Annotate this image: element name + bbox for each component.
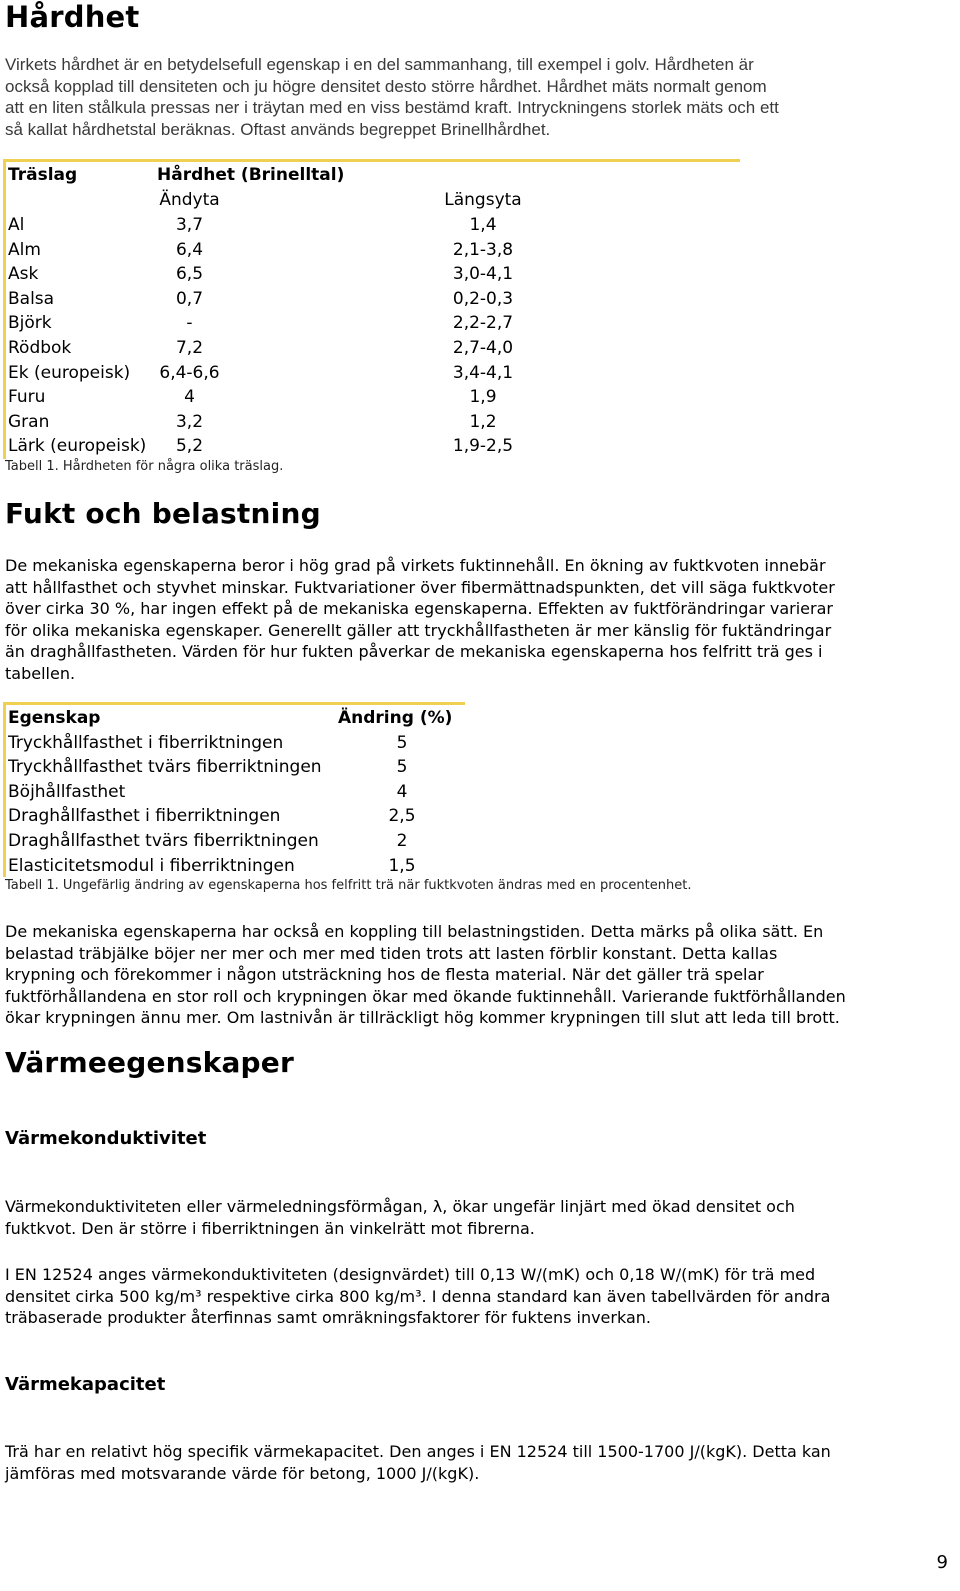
table-header-traslag: Träslag (8, 165, 78, 185)
table-cell-name: Balsa (8, 289, 55, 309)
table-subheader-andyta: Ändyta (159, 190, 220, 210)
text-line: också kopplad till densiteten och ju högre densitet desto större hårdhet. Hårdhet mäts normalt genom (5, 76, 767, 96)
text-line: ökar krypningen ännu mer. Om lastnivån är tillräckligt hög kommer krypningen till slut att leda till brott. (5, 1008, 840, 1027)
table-cell-name: Lärk (europeisk) (8, 436, 147, 456)
table-cell-end: 0,7 (175, 289, 204, 309)
paragraph-konduktivitet-2 (5, 1264, 945, 1329)
table-cell-end: 5,2 (175, 436, 204, 456)
table-cell-end: - (186, 313, 193, 333)
heading-varmeegenskaper: Värmeegenskaper (5, 1046, 294, 1079)
table-cell-name: Al (8, 215, 25, 235)
text-line: att hållfasthet och styvhet minskar. Fuktvariationer över fibermättnadspunkten, det vill säga fuktkvoter (5, 577, 835, 597)
table-cell-value: 2,5 (388, 806, 416, 826)
paragraph-kapacitet (5, 1441, 945, 1484)
table-cell-name: Elasticitetsmodul i fiberriktningen (8, 856, 295, 876)
table-cell-end: 6,4 (175, 240, 204, 260)
table-header-egenskap: Egenskap (8, 708, 101, 728)
table-cell-long: 2,2-2,7 (452, 313, 514, 333)
table-cell-end: 3,2 (175, 412, 204, 432)
table-cell-value: 2 (396, 831, 408, 851)
text-line: krypning och förekommer i någon utsträckning hos de flesta material. När det gäller trä spelar (5, 965, 764, 984)
table-cell-end: 3,7 (175, 215, 204, 235)
heading-varmekapacitet: Värmekapacitet (5, 1374, 166, 1395)
table-cell-long: 1,9 (469, 387, 497, 407)
table-cell-name: Rödbok (8, 338, 72, 358)
text-line: belastad träbjälke böjer ner mer och mer med tiden trots att lasten förblir konstant. Detta kallas (5, 943, 778, 963)
text-line: fuktförhållandena en stor roll och krypningen ökar med ökande fuktinnehåll. Varierande fuktförhållanden (5, 986, 846, 1006)
table-cell-value: 5 (396, 733, 408, 753)
table-cell-long: 2,1-3,8 (452, 240, 514, 260)
table-cell-end: 7,2 (175, 338, 204, 358)
text-line: I EN 12524 anges värmekonduktiviteten (designvärdet) till 0,13 W/(mK) och 0,18 W/(mK) för trä med (5, 1265, 816, 1284)
table-subheader-langsyta: Längsyta (444, 190, 522, 210)
table-cell-long: 1,2 (469, 412, 497, 432)
table-cell-long: 0,2-0,3 (452, 289, 514, 309)
table-cell-long: 1,4 (469, 215, 497, 235)
table-cell-name: Draghållfasthet i fiberriktningen (8, 806, 281, 826)
paragraph-belastning (5, 921, 945, 1029)
text-line: Virkets hårdhet är en betydelsefull egenskap i en del sammanhang, till exempel i golv. Hårdheten är (5, 55, 754, 74)
table-cell-end: 6,4-6,6 (159, 363, 220, 383)
table-cell-long: 1,9-2,5 (452, 436, 514, 456)
heading-fukt: Fukt och belastning (5, 497, 321, 530)
table-cell-name: Draghållfasthet tvärs fiberriktningen (8, 831, 319, 851)
text-line: att en liten stålkula pressas ner i träytan med en viss bestämd kraft. Intryckningens storlek mäts och ett (5, 98, 779, 117)
table-cell-value: 1,5 (388, 856, 416, 876)
text-line: fuktkvot. Den är större i fiberriktningen än vinkelrätt mot fibrerna. (5, 1218, 535, 1238)
text-line: De mekaniska egenskaperna har också en koppling till belastningstiden. Detta märks på olika sätt. En (5, 922, 824, 941)
table-cell-name: Alm (8, 240, 41, 260)
text-line: än draghållfastheten. Värden för hur fukten påverkar de mekaniska egenskaperna hos felfritt trä ges i (5, 642, 823, 661)
text-line: över cirka 30 %, har ingen effekt på de mekaniska egenskaperna. Effekten av fuktförändringar varierar (5, 599, 833, 618)
table-cell-name: Böjhållfasthet (8, 782, 126, 802)
text-line: densitet cirka 500 kg/m³ respektive cirka 800 kg/m³. I denna standard kan även tabellvärden för andra (5, 1286, 831, 1306)
text-line: Värmekonduktiviteten eller värmeledningsförmågan, λ, ökar ungefär linjärt med ökad densitet och (5, 1197, 795, 1216)
text-line: jämföras med motsvarande värde för betong, 1000 J/(kgK). (5, 1463, 480, 1483)
table-border-left (3, 159, 6, 459)
table-border-left (3, 702, 6, 877)
table-cell-name: Tryckhållfasthet tvärs fiberriktningen (8, 757, 322, 777)
table-border-top (3, 159, 740, 162)
page-number: 9 (936, 1552, 948, 1573)
table-caption-hardhet: Tabell 1. Hårdheten för några olika träslag. (5, 459, 284, 474)
heading-varmekonduktivitet: Värmekonduktivitet (5, 1128, 207, 1149)
table-cell-value: 4 (396, 782, 408, 802)
paragraph-konduktivitet-1 (5, 1196, 945, 1239)
table-cell-end: 4 (184, 387, 195, 407)
text-line: De mekaniska egenskaperna beror i hög grad på virkets fuktinnehåll. En ökning av fuktkvoten innebär (5, 556, 826, 575)
paragraph-hardhet (5, 54, 940, 140)
table-cell-value: 5 (396, 757, 408, 777)
table-cell-long: 3,0-4,1 (452, 264, 514, 284)
table-cell-name: Gran (8, 412, 50, 432)
table-cell-name: Ek (europeisk) (8, 363, 131, 383)
table-cell-name: Björk (8, 313, 52, 333)
table-cell-long: 3,4-4,1 (452, 363, 514, 383)
table-cell-end: 6,5 (175, 264, 204, 284)
table-cell-long: 2,7-4,0 (452, 338, 514, 358)
paragraph-fukt (5, 555, 945, 684)
table-cell-name: Ask (8, 264, 39, 284)
text-line: Trä har en relativt hög specifik värmekapacitet. Den anges i EN 12524 till 1500-1700 J/(kgK). Detta kan (5, 1442, 831, 1461)
table-cell-name: Tryckhållfasthet i fiberriktningen (8, 733, 284, 753)
text-line: träbaserade produkter återfinnas samt omräkningsfaktorer för fuktens inverkan. (5, 1308, 651, 1327)
table-cell-name: Furu (8, 387, 46, 407)
text-line: tabellen. (5, 663, 76, 683)
text-line: så kallat hårdhetstal beräknas. Oftast används begreppet Brinellhårdhet. (5, 119, 551, 139)
table-header-andring: Ändring (%) (338, 708, 453, 728)
table-caption-fukt: Tabell 1. Ungefärlig ändring av egenskaperna hos felfritt trä när fuktkvoten ändras med en procentenhet. (5, 878, 692, 893)
table-header-hardhet: Hårdhet (Brinelltal) (157, 165, 345, 185)
table-border-top (3, 702, 465, 705)
text-line: för olika mekaniska egenskaper. Generellt gäller att tryckhållfastheten är mer känslig för fuktändringar (5, 620, 832, 640)
heading-hardhet: Hårdhet (5, 0, 140, 34)
